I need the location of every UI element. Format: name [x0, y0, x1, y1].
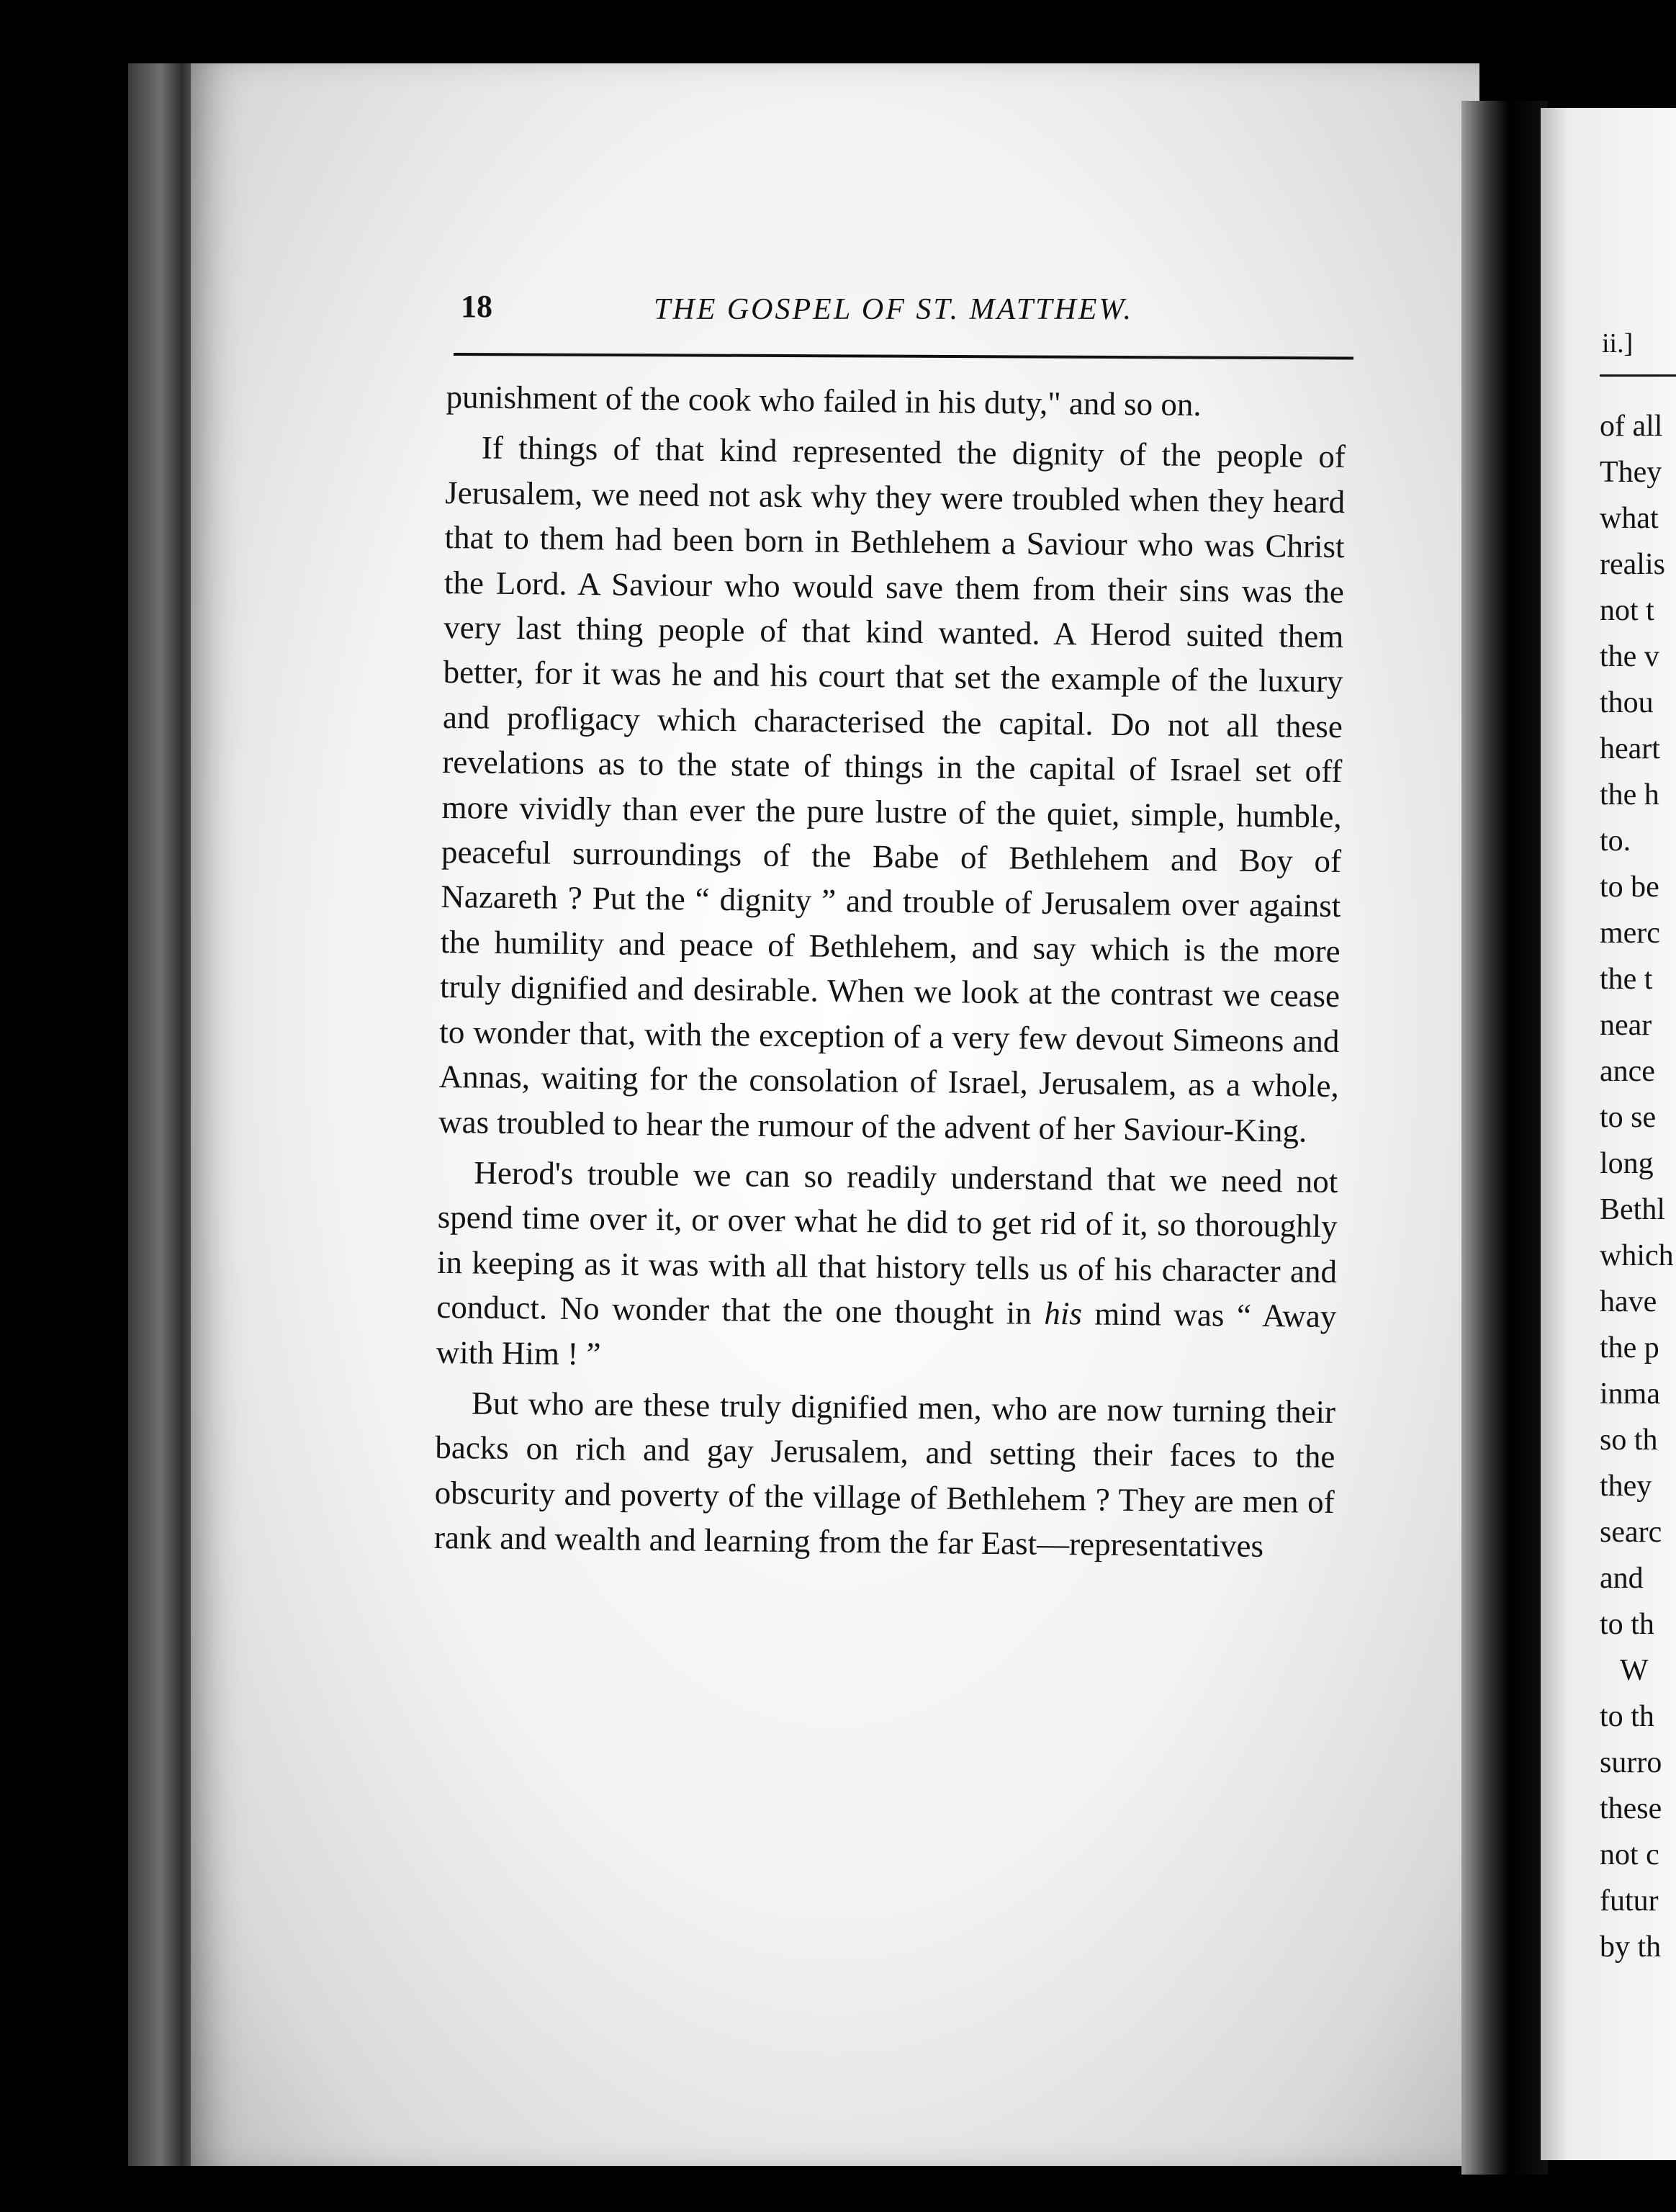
right-page-line: have	[1600, 1285, 1657, 1318]
body-text	[434, 374, 1346, 1570]
right-page-line: the p	[1600, 1331, 1659, 1364]
right-page-line: to th	[1600, 1608, 1654, 1641]
right-page-line: they	[1600, 1470, 1652, 1503]
right-page-line: Bethl	[1600, 1193, 1665, 1226]
right-page-line: futur	[1600, 1884, 1659, 1917]
right-page-line: by th	[1600, 1930, 1662, 1964]
right-page-line: the v	[1600, 640, 1659, 673]
right-page-line: of all	[1600, 410, 1663, 443]
right-page-line: to.	[1600, 824, 1631, 858]
right-page-line: so th	[1600, 1424, 1658, 1457]
paragraph	[436, 1150, 1338, 1384]
right-page-line: what	[1600, 502, 1659, 535]
page-number: 18	[461, 289, 492, 324]
right-page-line: W	[1620, 1654, 1649, 1687]
paragraph: But who are these truly dignified men, who are now turning their backs on rich and gay Jerusalem, and setting their faces to the obscurity and poverty of the village of Bethlehem ? They are men of rank and wealth and learning from the far East—representatives	[433, 1385, 1336, 1565]
right-page-line: near	[1600, 1009, 1652, 1042]
right-header-rule	[1600, 374, 1676, 377]
book-gutter	[1461, 101, 1548, 2175]
right-page-line: to be	[1600, 871, 1659, 904]
right-page-line: the t	[1600, 963, 1653, 996]
right-page-line: searc	[1600, 1516, 1662, 1549]
right-page-line: the h	[1600, 778, 1659, 811]
right-page-line: merc	[1600, 917, 1660, 950]
right-page-line: to se	[1600, 1101, 1657, 1134]
right-page-line: ance	[1600, 1055, 1655, 1088]
right-page-line: thou	[1600, 686, 1654, 719]
right-page-line: heart	[1600, 732, 1660, 765]
paragraph: punishment of the cook who failed in his duty," and so on.	[446, 378, 1202, 423]
right-page-line: and	[1600, 1562, 1644, 1595]
paragraph: If things of that kind represented the dignity of the people of Jerusalem, we need not ask why they were troubled when they heard that to them had been born in Bethlehem a Saviour who was Christ the Lord. A Saviour who would save them from their sins was the very last thing people of that kind wanted. A Herod suited them better, for it was he and his court that set the example of the luxury and profligacy which characterised the capital. Do not all these revelations as to the state of things in the capital of Israel set off more vividly than ever the pure lustre of the quiet, simple, humble, peaceful surroundings of the Babe of Bethlehem and Boy of Nazareth ? Put the “ dignity ” and trouble of Jerusalem over against the humility and peace of Bethlehem, and say which is the more truly dignified and desirable. When we look at the contrast we cease to wonder that, with the exception of a very few devout Simeons and Annas, waiting for the consolation of Israel, Jerusalem, as a whole, was troubled to hear the rumour of the advent of her Saviour-King.	[438, 429, 1346, 1149]
running-title: THE GOSPEL OF ST. MATTHEW.	[654, 293, 1134, 326]
right-page-line: long	[1600, 1147, 1654, 1180]
right-page-line: realis	[1600, 548, 1665, 581]
right-running-head: ii.]	[1602, 328, 1634, 359]
paragraph-text: mind was “ Away with Him ! ”	[436, 1295, 1337, 1372]
right-page-line: not c	[1600, 1838, 1659, 1871]
right-page-line: not t	[1600, 594, 1654, 627]
running-head	[461, 288, 1346, 338]
right-page-line: They	[1600, 456, 1662, 489]
paragraph-text: Herod's trouble we can so readily understand that we need not spend time over it, or over what he did to get rid of it, so thoroughly in keeping as it was with all that history tells us of his character and conduct. No wonder that the one thought in	[436, 1154, 1338, 1331]
right-page-line: surro	[1600, 1746, 1662, 1779]
right-page-line: which	[1600, 1239, 1674, 1272]
right-page-line: these	[1600, 1792, 1662, 1825]
italic-word: his	[1044, 1295, 1083, 1332]
right-page-line: inma	[1600, 1377, 1660, 1411]
right-page-text	[1600, 403, 1676, 1970]
right-page-line: to th	[1600, 1700, 1654, 1733]
